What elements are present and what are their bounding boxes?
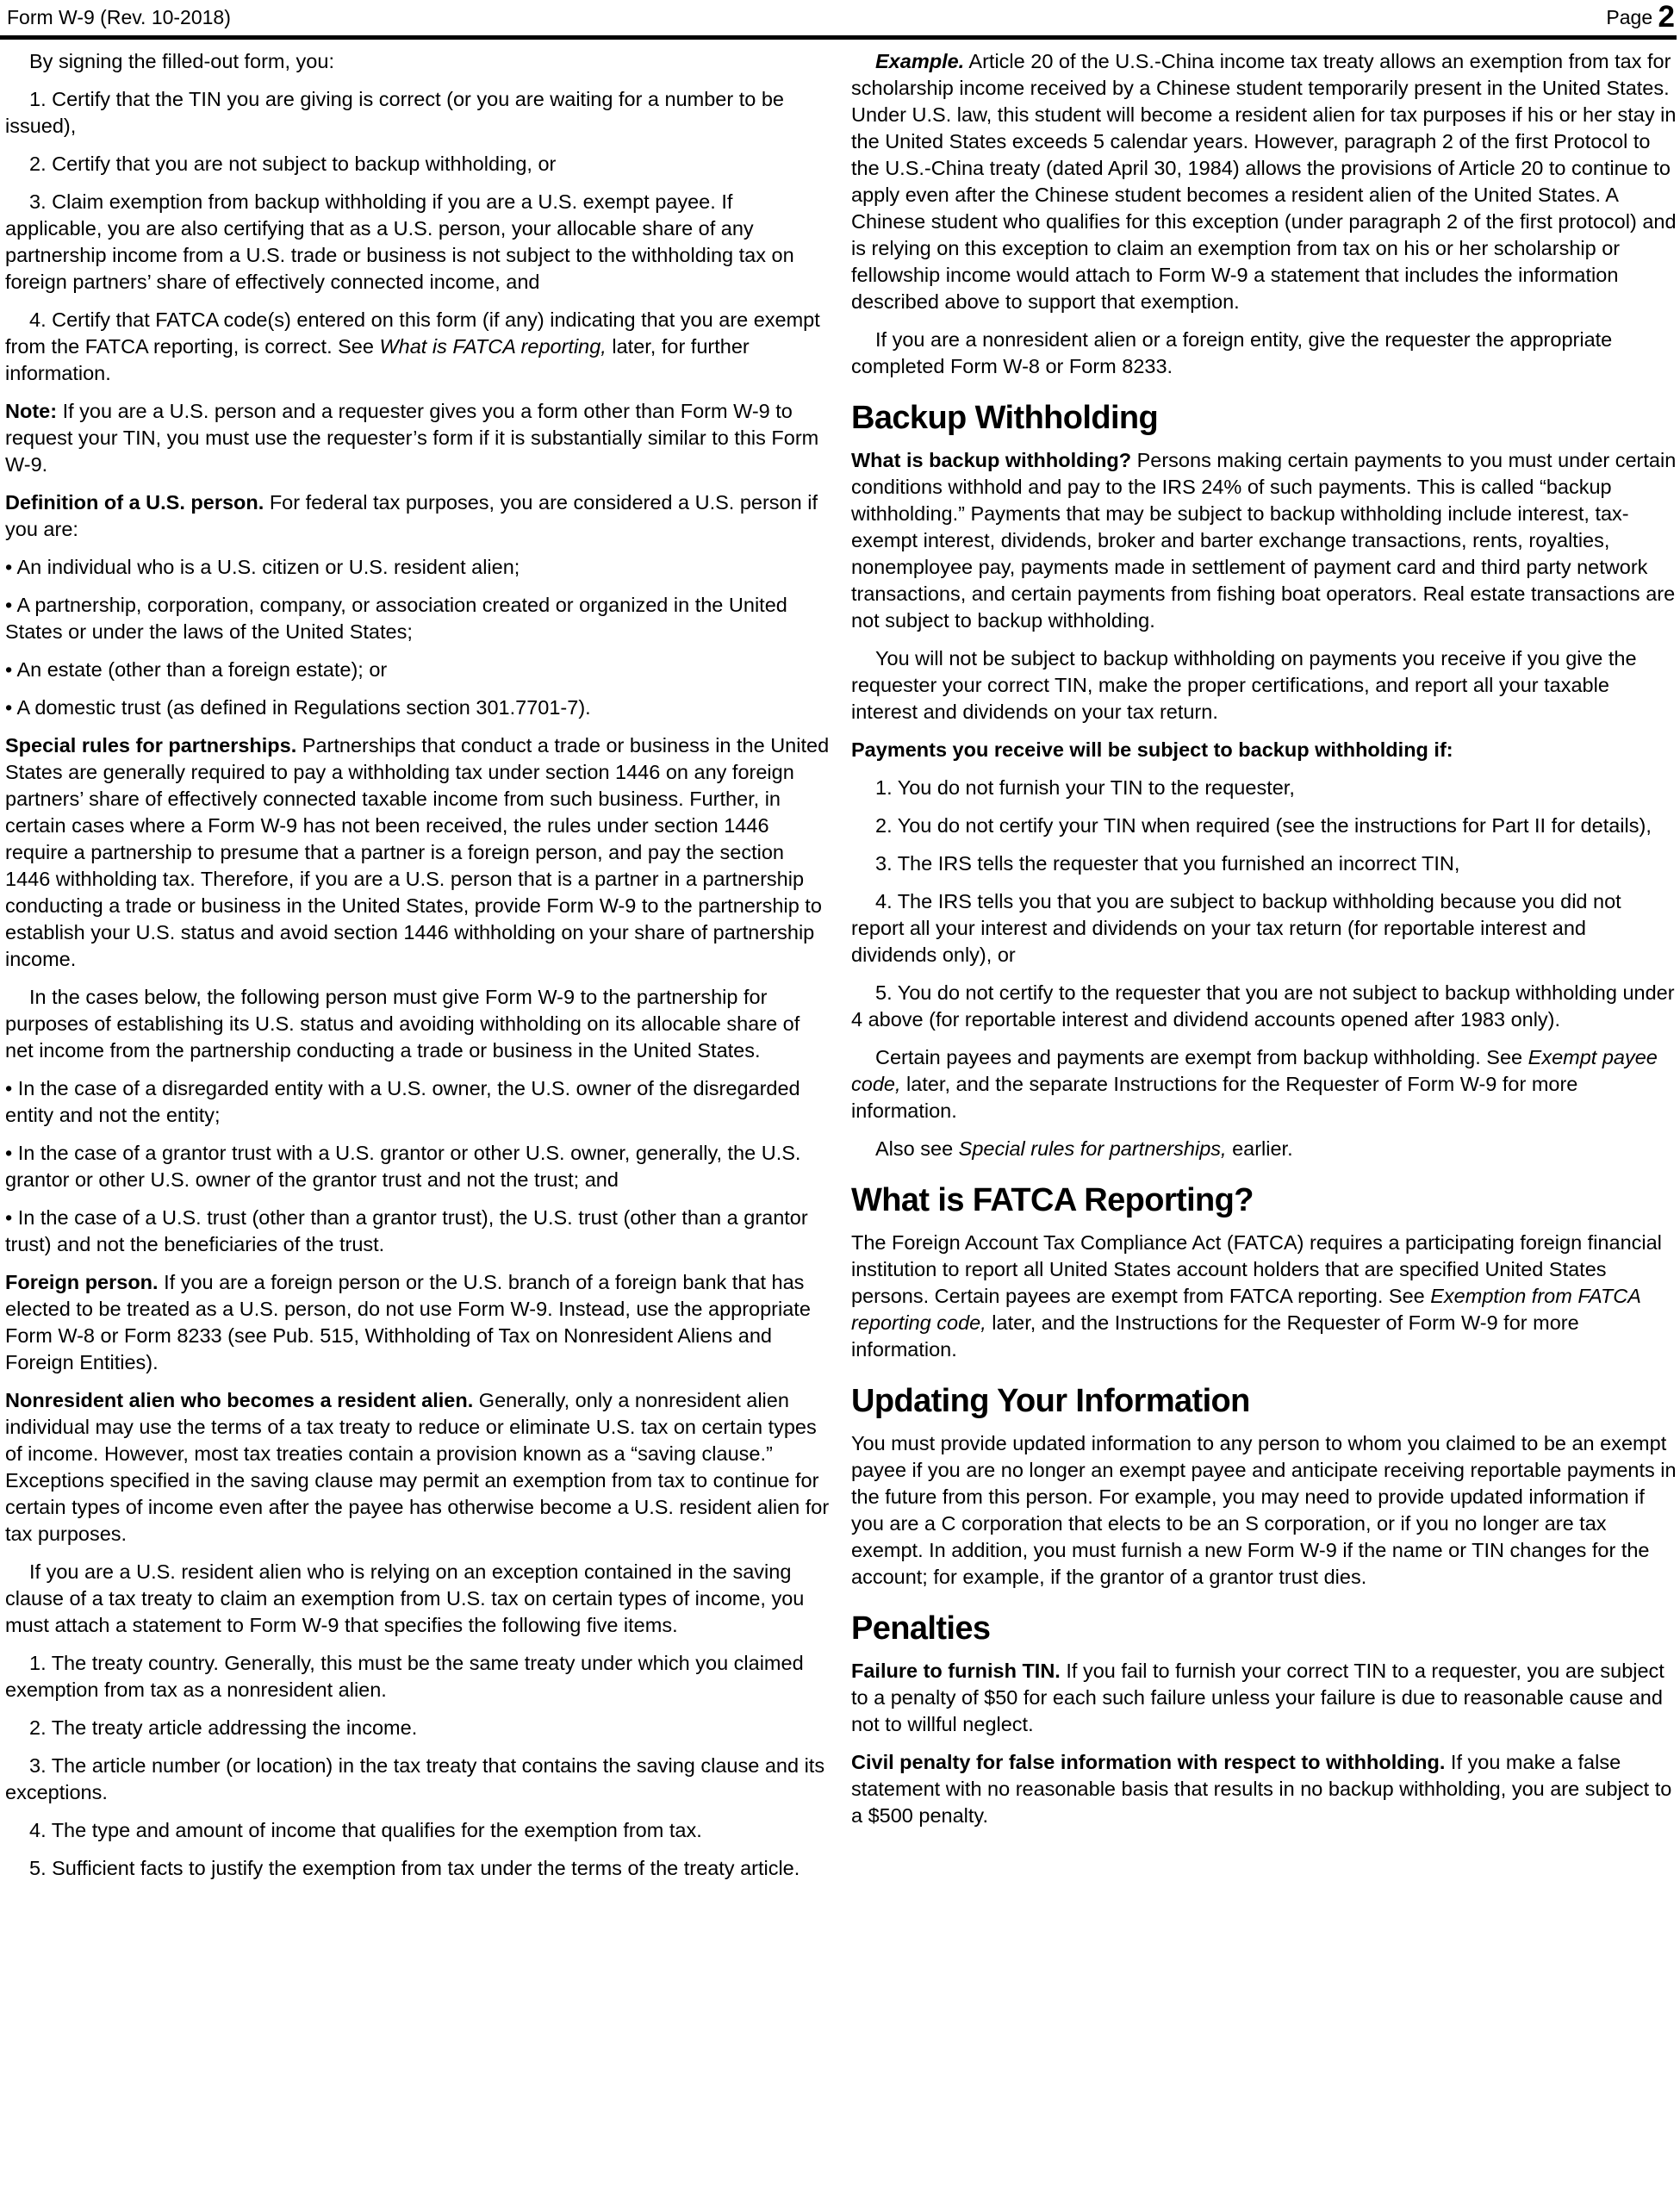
paragraph [851,813,1677,839]
text-run: If you make a false statement with no reasonable basis that results in no backup withholding, you are subject to a $500 penalty. [851,1751,1672,1827]
text-run: Civil penalty for false information with respect to withholding. [851,1751,1446,1773]
paragraph [5,1559,831,1639]
page-indicator [1606,0,1675,34]
text-run: Exempt payee code, [851,1046,1658,1095]
paragraph [851,645,1677,726]
paragraph [851,888,1677,968]
text-run: earlier. [1226,1137,1293,1160]
text-run: Payments you receive will be subject to backup withholding if: [851,738,1453,761]
section-heading [851,1181,1677,1219]
bullet-item [5,592,831,645]
text-run: Article 20 of the U.S.-China income tax treaty allows an exemption from tax for scholarship income received by a Chinese student temporarily present in the United States. Under U.S. law, this student will become a resident alien for tax purposes if his or her stay in the United States exceeds 5 calendar years. However, paragraph 2 of the first Protocol to the U.S.-China treaty (dated April 30, 1984) allows the provisions of Article 20 to continue to apply even after the Chinese student becomes a resident alien of the United States. A Chinese student who qualifies for this exception (under paragraph 2 of the first protocol) and is relying on this exception to claim an exemption from tax on his or her scholarship or fellowship income would attach to Form W-9 a statement that includes the information described above to support that exemption. [851,50,1677,313]
text-run: Also see [875,1137,959,1160]
text-run: 1. The treaty country. Generally, this must be the same treaty under which you claimed exemption from tax as a nonresident alien. [5,1652,804,1701]
paragraph [851,1230,1677,1363]
paragraph [5,984,831,1064]
text-run: 2. You do not certify your TIN when required (see the instructions for Part II for details), [875,814,1652,837]
header-rule [0,35,1677,40]
page-number: 2 [1658,0,1675,34]
bullet-item [5,694,831,721]
section-heading [851,1382,1677,1420]
bullet-item [5,1075,831,1129]
text-run: Certain payees and payments are exempt from backup withholding. See [875,1046,1528,1068]
text-run: If you are a U.S. resident alien who is relying on an exception contained in the saving clause of a tax treaty to claim an exemption from U.S. tax on certain types of income, you must attach a statement to Form W-9 that specifies the following five items. [5,1560,805,1636]
text-run: For federal tax purposes, you are considered a U.S. person if you are: [5,491,818,540]
paragraph [5,1753,831,1806]
text-run: 4. The IRS tells you that you are subject to backup withholding because you did not report all your interest and dividends on your tax return (for reportable interest and dividends only), or [851,890,1621,966]
paragraph [5,1387,831,1548]
paragraph [851,1044,1677,1124]
text-run: Penalties [851,1610,991,1647]
text-run: 1. Certify that the TIN you are giving is correct (or you are waiting for a number to be issued), [5,88,784,137]
text-run: By signing the filled-out form, you: [29,50,334,72]
paragraph [851,737,1677,763]
text-run: 5. You do not certify to the requester that you are not subject to backup withholding under 4 above (for reportable interest and dividend accounts opened after 1983 only). [851,981,1675,1031]
paragraph [851,1430,1677,1591]
paragraph [5,1269,831,1376]
column-right [851,48,1677,1840]
paragraph [5,398,831,478]
text-run: Failure to furnish TIN. [851,1660,1061,1682]
text-run: If you are a foreign person or the U.S. branch of a foreign bank that has elected to be treated as a U.S. person, do not use Form W-9. Instead, use the appropriate Form W-8 or Form 8233 (see Pub. 515, Withholding of Tax on Nonresident Aliens and Foreign Entities). [5,1271,811,1373]
paragraph [5,1715,831,1741]
section-heading [851,1610,1677,1647]
paragraph [5,86,831,140]
text-run: What is FATCA Reporting? [851,1182,1254,1218]
text-run: You will not be subject to backup withholding on payments you receive if you give the requester your correct TIN, make the proper certifications, and report all your taxable interest and dividends on your tax return. [851,647,1637,723]
paragraph [5,151,831,177]
text-run: • An estate (other than a foreign estate); or [5,658,388,681]
text-run: Generally, only a nonresident alien individual may use the terms of a tax treaty to reduce or eliminate U.S. tax on certain types of income. However, most tax treaties contain a provision known as a “saving clause.” Exceptions specified in the saving clause may permit an exemption from tax to continue for certain types of income even after the payee has otherwise become a U.S. resident alien for tax purposes. [5,1389,830,1545]
text-run: Updating Your Information [851,1383,1250,1419]
bullet-item [5,657,831,683]
text-run: 4. Certify that FATCA code(s) entered on this form (if any) indicating that you are exempt from the FATCA reporting, is correct. See [5,308,820,358]
text-run: later, and the Instructions for the Requester of Form W-9 for more information. [851,1311,1579,1361]
bullet-item [5,1140,831,1193]
paragraph [5,189,831,296]
paragraph [851,1749,1677,1829]
text-run: If you fail to furnish your correct TIN to a requester, you are subject to a penalty of $50 for each such failure unless your failure is due to reasonable cause and not to willful neglect. [851,1660,1664,1735]
paragraph [851,775,1677,801]
text-run: later, for further information. [5,335,750,384]
paragraph [5,489,831,543]
paragraph [5,732,831,973]
paragraph [5,307,831,387]
text-run: The Foreign Account Tax Compliance Act (FATCA) requires a participating foreign financial institution to report all United States account holders that are specified United States persons. Certain payees are exempt from FATCA reporting. See [851,1231,1662,1307]
paragraph [851,327,1677,380]
paragraph [5,48,831,75]
text-run: 3. The IRS tells the requester that you furnished an incorrect TIN, [875,852,1460,875]
text-run: • In the case of a disregarded entity with a U.S. owner, the U.S. owner of the disregarded entity and not the entity; [5,1077,800,1126]
text-run: • An individual who is a U.S. citizen or U.S. resident alien; [5,556,520,578]
section-heading [851,399,1677,437]
paragraph [851,1658,1677,1738]
text-run: • In the case of a U.S. trust (other than a grantor trust), the U.S. trust (other than a grantor trust) and not the beneficiaries of the trust. [5,1206,808,1255]
text-run: Backup Withholding [851,400,1159,436]
paragraph [851,48,1677,315]
text-run: 2. The treaty article addressing the income. [29,1716,418,1739]
paragraph [5,1650,831,1703]
text-run: What is FATCA reporting, [379,335,607,358]
text-run: Foreign person. [5,1271,159,1293]
text-run: 5. Sufficient facts to justify the exemption from tax under the terms of the treaty article. [29,1857,800,1879]
bullet-item [5,554,831,581]
text-run: 2. Certify that you are not subject to backup withholding, or [29,153,557,175]
text-run: Persons making certain payments to you must under certain conditions withhold and pay to the IRS 24% of such payments. This is called “backup withholding.” Payments that may be subject to backup withholding include interest, tax-exempt interest, dividends, broker and barter exchange transactions, rents, royalties, nonemployee pay, payments made in settlement of payment card and third party network transactions, and certain payments from fishing boat operators. Real estate transactions are not subject to backup withholding. [851,449,1677,632]
bullet-item [5,1205,831,1258]
page-label: Page [1606,6,1653,28]
text-run: What is backup withholding? [851,449,1132,471]
text-run: Note: [5,400,58,422]
paragraph [851,1136,1677,1162]
text-run: Special rules for partnerships. [5,734,297,757]
text-run: Definition of a U.S. person. [5,491,264,514]
paragraph [851,980,1677,1033]
text-run: Partnerships that conduct a trade or business in the United States are generally required to pay a withholding tax under section 1446 on any foreign partners’ share of effectively connected taxable income from such business. Further, in certain cases where a Form W-9 has not been received, the rules under section 1446 require a partnership to presume that a partner is a foreign person, and pay the section 1446 withholding tax. Therefore, if you are a U.S. person that is a partner in a partnership conducting a trade or business in the United States, provide Form W-9 to the partnership to establish your U.S. status and avoid section 1446 withholding on your share of partnership income. [5,734,830,970]
text-run: • A domestic trust (as defined in Regulations section 301.7701-7). [5,696,591,719]
text-run: If you are a nonresident alien or a foreign entity, give the requester the appropriate completed Form W-8 or Form 8233. [851,328,1613,377]
text-run: Special rules for partnerships, [958,1137,1227,1160]
paragraph [851,850,1677,877]
paragraph [5,1855,831,1882]
text-run: Example. [875,50,965,72]
text-run: In the cases below, the following person must give Form W-9 to the partnership for purposes of establishing its U.S. status and avoiding withholding on its allocable share of net income from the partnership conducting a trade or business in the United States. [5,986,800,1062]
form-revision-label: Form W-9 (Rev. 10-2018) [7,6,231,28]
text-run: Exemption from FATCA reporting code, [851,1285,1641,1334]
paragraph [5,1817,831,1844]
text-run: You must provide updated information to any person to whom you claimed to be an exempt payee if you are no longer an exempt payee and anticipate receiving reportable payments in the future from this person. For example, you may need to provide updated information if you are a C corporation that elects to be an S corporation, or if you no longer are tax exempt. In addition, you must furnish a new Form W-9 if the name or TIN changes for the account; for example, if the grantor of a grantor trust dies. [851,1432,1677,1588]
paragraph [851,447,1677,634]
text-run: 4. The type and amount of income that qualifies for the exemption from tax. [29,1819,702,1841]
text-run: later, and the separate Instructions for the Requester of Form W-9 for more information. [851,1073,1578,1122]
text-run: 3. The article number (or location) in the tax treaty that contains the saving clause and its exceptions. [5,1754,825,1803]
text-run: 1. You do not furnish your TIN to the requester, [875,776,1295,799]
text-run: Nonresident alien who becomes a resident alien. [5,1389,474,1411]
text-run: • In the case of a grantor trust with a U.S. grantor or other U.S. owner, generally, the U.S. grantor or other U.S. owner of the grantor trust and not the trust; and [5,1142,801,1191]
text-run: If you are a U.S. person and a requester gives you a form other than Form W-9 to request your TIN, you must use the requester’s form if it is substantially similar to this Form W-9. [5,400,819,476]
column-left [5,48,831,1893]
text-run: • A partnership, corporation, company, or association created or organized in the United States or under the laws of the United States; [5,594,787,643]
text-run: 3. Claim exemption from backup withholding if you are a U.S. exempt payee. If applicable, you are also certifying that as a U.S. person, your allocable share of any partnership income from a U.S. trade or business is not subject to the withholding tax on foreign partners’ share of effectively connected income, and [5,190,794,293]
